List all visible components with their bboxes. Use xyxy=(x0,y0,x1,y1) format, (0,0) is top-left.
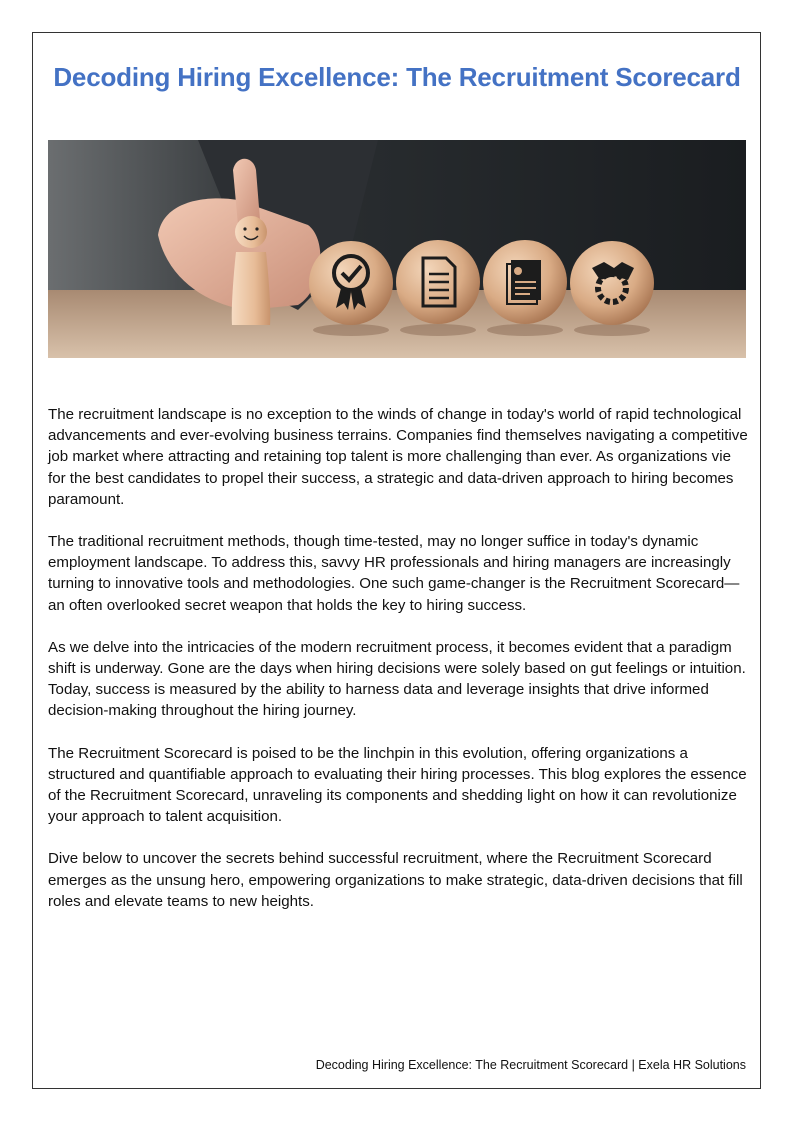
pawn-head xyxy=(235,216,267,248)
page-footer: Decoding Hiring Excellence: The Recruitment Scorecard | Exela HR Solutions xyxy=(315,1058,746,1072)
paragraph: As we delve into the intricacies of the modern recruitment process, it becomes evident that a paradigm shift is underway. Gone are the days when hiring decisions were solely based on gut feelings or intuition. Today, success is measured by the ability to harness data and leverage insights that drive informed decision-making throughout the hiring journey. xyxy=(48,638,746,720)
paragraph: The Recruitment Scorecard is poised to be the linchpin in this evolution, offering organizations a structured and quantifiable approach to evaluating their hiring processes. This blog explores the essence of the Recruitment Scorecard, unraveling its components and shedding light on how it can revolutionize your approach to talent acquisition. xyxy=(48,744,747,826)
hero-image xyxy=(48,140,746,358)
article-body xyxy=(48,404,748,933)
page-title: Decoding Hiring Excellence: The Recruitment Scorecard xyxy=(53,62,741,92)
paragraph: Dive below to uncover the secrets behind successful recruitment, where the Recruitment Scorecard emerges as the unsung hero, empowering organizations to make strategic, data-driven decisions that fill roles and elevate teams to new heights. xyxy=(48,850,743,910)
paragraph: The traditional recruitment methods, though time-tested, may no longer suffice in today's dynamic employment landscape. To address this, savvy HR professionals and hiring managers are increasingly turning to innovative tools and methodologies. One such game-changer is the Recruitment Scorecard—an often overlooked secret weapon that holds the key to hiring success. xyxy=(48,533,740,614)
paragraph: The recruitment landscape is no exception to the winds of change in today's world of rapid technological advancements and ever-evolving business terrains. Companies find themselves navigating a competitive job market where attracting and retaining top talent is more challenging than ever. As organizations vie for the best candidates to propel their success, a strategic and data-driven approach to hiring becomes paramount. xyxy=(48,406,748,508)
